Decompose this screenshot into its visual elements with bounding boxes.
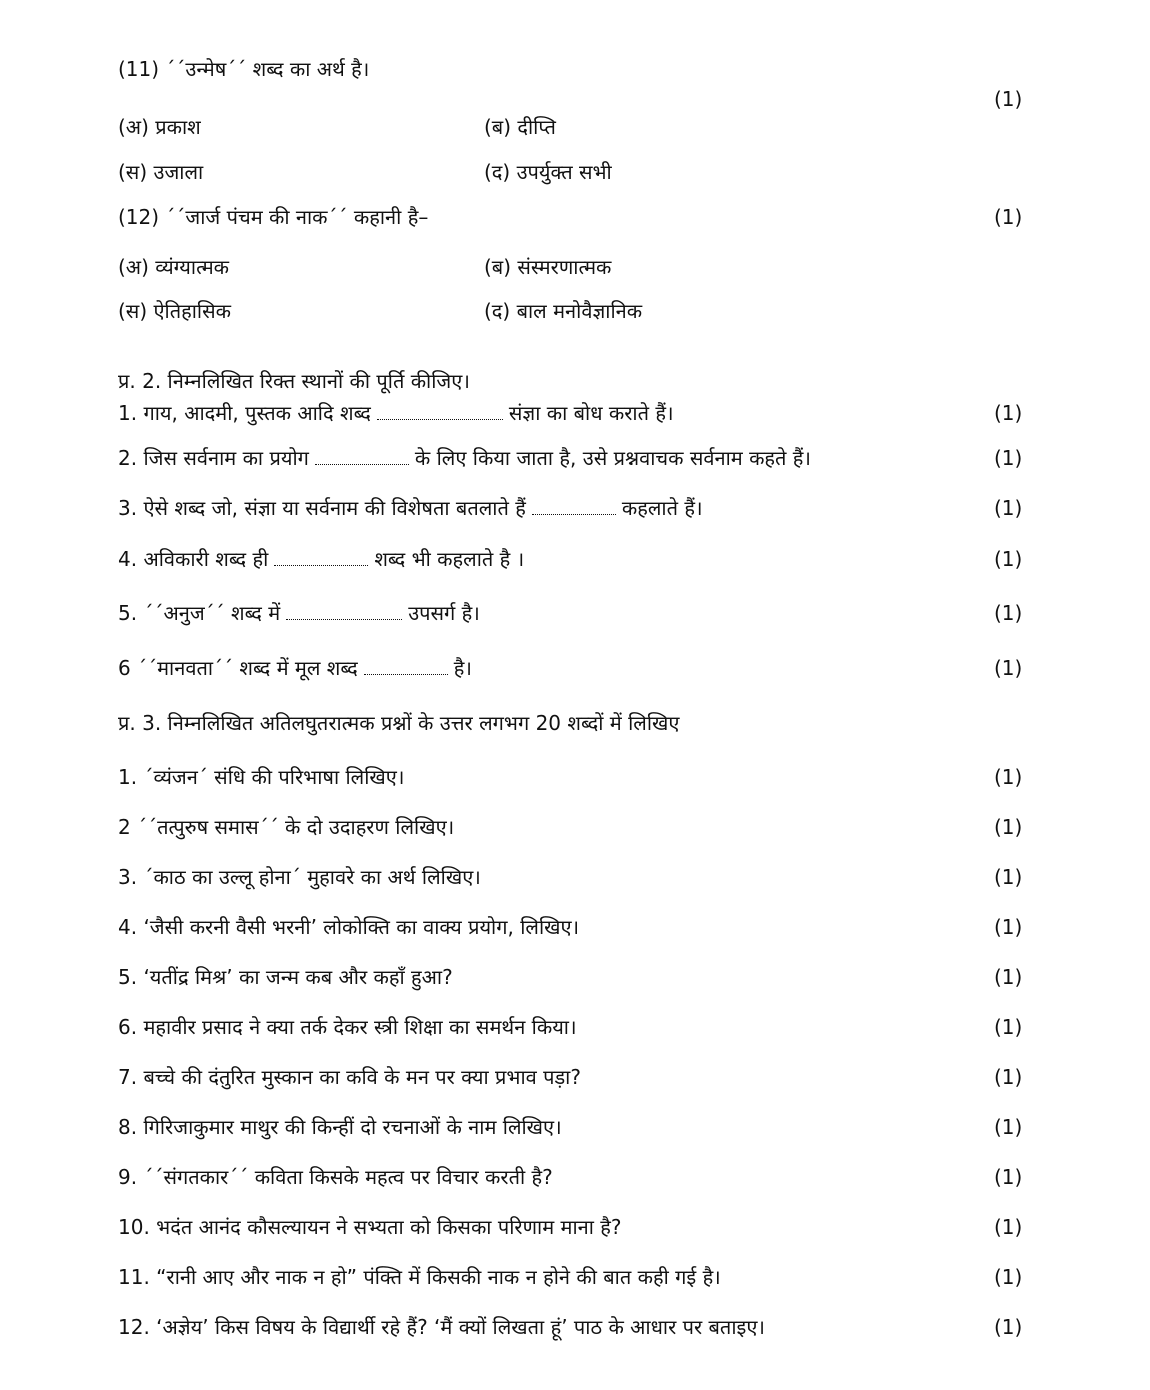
short-question-12-marks: (1): [994, 1315, 1023, 1339]
fill-blank-3-prefix: 3. ऐसे शब्द जो, संज्ञा या सर्वनाम की विशेषता बतलाते हैं: [118, 496, 526, 520]
short-question-8: 8. गिरिजाकुमार माथुर की किन्हीं दो रचनाओं के नाम लिखिए।: [118, 1115, 562, 1139]
question-11: (11) ´´उन्मेष´´ शब्द का अर्थ है।: [118, 57, 370, 81]
question-12-marks: (1): [994, 205, 1023, 229]
q12-option-d: (द) बाल मनोवैज्ञानिक: [484, 299, 643, 323]
q11-option-a: (अ) प्रकाश: [118, 115, 201, 139]
short-question-3-marks: (1): [994, 865, 1023, 889]
blank-line: [274, 551, 368, 566]
fill-blank-1-prefix: 1. गाय, आदमी, पुस्तक आदि शब्द: [118, 401, 371, 425]
blank-line: [315, 450, 409, 465]
short-question-1: 1. ´व्यंजन´ संधि की परिभाषा लिखिए।: [118, 765, 405, 789]
fill-blank-6: [118, 655, 472, 681]
fill-blank-1-marks: (1): [994, 401, 1023, 425]
fill-blank-3: [118, 495, 703, 521]
q11-option-b: (ब) दीप्ति: [484, 115, 556, 139]
fill-blank-2-suffix: के लिए किया जाता है, उसे प्रश्नवाचक सर्वनाम कहते हैं।: [414, 446, 812, 470]
blank-line: [286, 605, 402, 620]
short-question-10-marks: (1): [994, 1215, 1023, 1239]
short-question-8-marks: (1): [994, 1115, 1023, 1139]
q12-option-c: (स) ऐतिहासिक: [118, 299, 231, 323]
section-2-heading: प्र. 2. निम्नलिखित रिक्त स्थानों की पूर्ति कीजिए।: [118, 369, 470, 393]
fill-blank-4: [118, 546, 524, 572]
short-question-3: 3. ´काठ का उल्लू होना´ मुहावरे का अर्थ लिखिए।: [118, 865, 481, 889]
fill-blank-6-prefix: 6 ´´मानवता´´ शब्द में मूल शब्द: [118, 656, 358, 680]
short-question-7: 7. बच्चे की दंतुरित मुस्कान का कवि के मन पर क्या प्रभाव पड़ा?: [118, 1065, 581, 1089]
fill-blank-5-suffix: उपसर्ग है।: [408, 601, 480, 625]
short-question-9: 9. ´´संगतकार´´ कविता किसके महत्व पर विचार करती है?: [118, 1165, 553, 1189]
fill-blank-4-prefix: 4. अविकारी शब्द ही: [118, 547, 269, 571]
short-question-6-marks: (1): [994, 1015, 1023, 1039]
blank-line: [532, 500, 616, 515]
short-question-4-marks: (1): [994, 915, 1023, 939]
fill-blank-5-prefix: 5. ´´अनुज´´ शब्द में: [118, 601, 281, 625]
blank-line: [377, 405, 503, 420]
fill-blank-4-marks: (1): [994, 547, 1023, 571]
short-question-4: 4. ‘जैसी करनी वैसी भरनी’ लोकोक्ति का वाक्य प्रयोग, लिखिए।: [118, 915, 580, 939]
short-question-1-marks: (1): [994, 765, 1023, 789]
fill-blank-1-suffix: संज्ञा का बोध कराते हैं।: [508, 401, 674, 425]
short-question-9-marks: (1): [994, 1165, 1023, 1189]
short-question-2: 2 ´´तत्पुरुष समास´´ के दो उदाहरण लिखिए।: [118, 815, 455, 839]
short-question-7-marks: (1): [994, 1065, 1023, 1089]
short-question-5-marks: (1): [994, 965, 1023, 989]
short-question-5: 5. ‘यतींद्र मिश्र’ का जन्म कब और कहाँ हुआ?: [118, 965, 453, 989]
fill-blank-6-suffix: है।: [453, 656, 472, 680]
q11-option-d: (द) उपर्युक्त सभी: [484, 160, 612, 184]
q12-option-a: (अ) व्यंग्यात्मक: [118, 255, 230, 279]
q12-option-b: (ब) संस्मरणात्मक: [484, 255, 612, 279]
fill-blank-5-marks: (1): [994, 601, 1023, 625]
section-3-heading: प्र. 3. निम्नलिखित अतिलघुतरात्मक प्रश्नों के उत्तर लगभग 20 शब्दों में लिखिए: [118, 711, 680, 735]
fill-blank-5: [118, 600, 480, 626]
short-question-10: 10. भदंत आनंद कौसल्यायन ने सभ्यता को किसका परिणाम माना है?: [118, 1215, 622, 1239]
fill-blank-3-suffix: कहलाते हैं।: [621, 496, 703, 520]
blank-line: [364, 660, 448, 675]
fill-blank-2-prefix: 2. जिस सर्वनाम का प्रयोग: [118, 446, 309, 470]
question-12: (12) ´´जार्ज पंचम की नाक´´ कहानी है–: [118, 205, 429, 229]
fill-blank-2: [118, 445, 811, 471]
q11-option-c: (स) उजाला: [118, 160, 204, 184]
fill-blank-3-marks: (1): [994, 496, 1023, 520]
short-question-6: 6. महावीर प्रसाद ने क्या तर्क देकर स्त्री शिक्षा का समर्थन किया।: [118, 1015, 577, 1039]
short-question-12: 12. ‘अज्ञेय’ किस विषय के विद्यार्थी रहे हैं? ‘मैं क्यों लिखता हूं’ पाठ के आधार पर बताइए।: [118, 1315, 765, 1339]
fill-blank-2-marks: (1): [994, 446, 1023, 470]
fill-blank-4-suffix: शब्द भी कहलाते है ।: [374, 547, 525, 571]
short-question-11: 11. “रानी आए और नाक न हो” पंक्ति में किसकी नाक न होने की बात कही गई है।: [118, 1265, 721, 1289]
question-11-marks: (1): [994, 87, 1023, 111]
short-question-2-marks: (1): [994, 815, 1023, 839]
short-question-11-marks: (1): [994, 1265, 1023, 1289]
fill-blank-1: [118, 400, 674, 426]
fill-blank-6-marks: (1): [994, 656, 1023, 680]
